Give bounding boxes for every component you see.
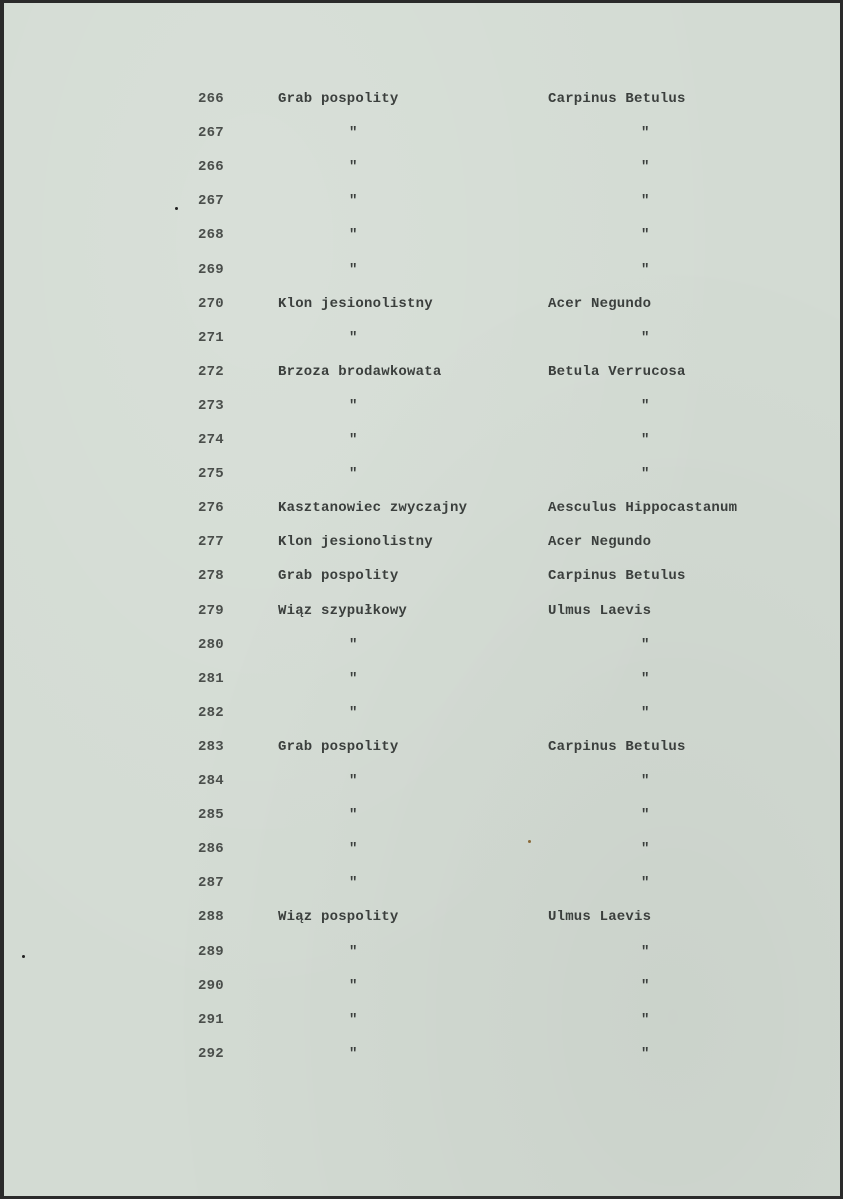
list-row <box>4 772 840 800</box>
list-row <box>4 499 840 527</box>
list-row <box>4 738 840 766</box>
list-row <box>4 431 840 459</box>
list-row <box>4 295 840 323</box>
ditto-mark: " <box>349 670 358 687</box>
row-number: 279 <box>198 602 224 619</box>
list-row <box>4 943 840 971</box>
ditto-mark: " <box>349 773 358 789</box>
latin-name: Carpinus Betulus <box>548 91 686 107</box>
row-number: 285 <box>198 807 224 824</box>
row-number: 276 <box>198 500 224 517</box>
ditto-mark: " <box>641 1045 650 1062</box>
row-number: 273 <box>198 397 224 414</box>
list-row <box>4 636 840 664</box>
latin-name: Carpinus Betulus <box>548 738 686 755</box>
ditto-mark: " <box>641 1011 650 1028</box>
ditto-mark: " <box>641 807 650 824</box>
row-number: 278 <box>198 568 224 585</box>
list-row <box>4 363 840 391</box>
list-row <box>4 261 840 289</box>
polish-name: Klon jesionolistny <box>278 534 433 551</box>
row-number: 272 <box>198 363 224 380</box>
list-row <box>4 670 840 698</box>
list-row <box>4 840 840 868</box>
list-row <box>4 704 840 732</box>
list-row <box>4 158 840 186</box>
ditto-mark: " <box>641 943 650 960</box>
ditto-mark: " <box>349 636 358 653</box>
row-number: 266 <box>198 159 224 176</box>
polish-name: Grab pospolity <box>278 568 399 585</box>
row-number: 291 <box>198 1011 224 1028</box>
ditto-mark: " <box>349 1045 358 1062</box>
ditto-mark: " <box>641 397 650 414</box>
row-number: 274 <box>198 432 224 448</box>
ditto-mark: " <box>349 159 358 176</box>
row-number: 287 <box>198 875 224 892</box>
row-number: 269 <box>198 261 224 278</box>
polish-name: Grab pospolity <box>278 91 399 107</box>
ditto-mark: " <box>641 704 650 721</box>
list-row <box>4 192 840 220</box>
row-number: 283 <box>198 738 224 755</box>
ditto-mark: " <box>349 1011 358 1028</box>
row-number: 284 <box>198 773 224 789</box>
ditto-mark: " <box>349 329 358 346</box>
row-number: 268 <box>198 227 224 244</box>
polish-name: Kasztanowiec zwyczajny <box>278 500 468 517</box>
row-number: 286 <box>198 841 224 858</box>
document-page <box>4 3 840 1196</box>
ditto-mark: " <box>349 704 358 721</box>
row-number: 281 <box>198 670 224 687</box>
latin-name: Acer Negundo <box>548 534 652 551</box>
list-row <box>4 329 840 357</box>
list-row <box>4 1011 840 1039</box>
polish-name: Brzoza brodawkowata <box>278 363 442 380</box>
list-row <box>4 90 840 118</box>
list-row <box>4 533 840 561</box>
ditto-mark: " <box>641 636 650 653</box>
paper-speck <box>528 840 531 843</box>
row-number: 282 <box>198 704 224 721</box>
row-number: 271 <box>198 329 224 346</box>
ditto-mark: " <box>641 193 650 210</box>
ditto-mark: " <box>641 670 650 687</box>
row-number: 288 <box>198 909 224 926</box>
list-row <box>4 874 840 902</box>
polish-name: Wiąz szypułkowy <box>278 602 408 619</box>
polish-name: Wiąz pospolity <box>278 909 399 926</box>
ditto-mark: " <box>641 125 650 142</box>
row-number: 267 <box>198 193 224 210</box>
list-row <box>4 567 840 595</box>
row-number: 275 <box>198 466 224 483</box>
list-row <box>4 124 840 152</box>
polish-name: Grab pospolity <box>278 738 399 755</box>
row-number: 289 <box>198 943 224 960</box>
ditto-mark: " <box>349 125 358 142</box>
list-row <box>4 226 840 254</box>
ditto-mark: " <box>349 227 358 244</box>
ditto-mark: " <box>641 773 650 789</box>
ditto-mark: " <box>349 466 358 483</box>
latin-name: Acer Negundo <box>548 295 652 312</box>
ditto-mark: " <box>641 875 650 892</box>
ditto-mark: " <box>641 261 650 278</box>
ditto-mark: " <box>641 432 650 448</box>
list-row <box>4 397 840 425</box>
list-row <box>4 908 840 936</box>
ditto-mark: " <box>349 397 358 414</box>
row-number: 270 <box>198 295 224 312</box>
ditto-mark: " <box>349 875 358 892</box>
ditto-mark: " <box>641 977 650 994</box>
latin-name: Aesculus Hippocastanum <box>548 500 738 517</box>
ditto-mark: " <box>349 261 358 278</box>
ditto-mark: " <box>349 432 358 448</box>
ditto-mark: " <box>641 159 650 176</box>
row-number: 292 <box>198 1045 224 1062</box>
ditto-mark: " <box>641 227 650 244</box>
ditto-mark: " <box>349 977 358 994</box>
list-row <box>4 806 840 834</box>
list-row <box>4 1045 840 1073</box>
latin-name: Betula Verrucosa <box>548 363 686 380</box>
ditto-mark: " <box>641 466 650 483</box>
paper-speck <box>22 955 25 958</box>
latin-name: Carpinus Betulus <box>548 568 686 585</box>
ditto-mark: " <box>349 193 358 210</box>
row-number: 280 <box>198 636 224 653</box>
list-row <box>4 602 840 630</box>
latin-name: Ulmus Laevis <box>548 602 652 619</box>
row-number: 290 <box>198 977 224 994</box>
row-number: 267 <box>198 125 224 142</box>
ditto-mark: " <box>349 841 358 858</box>
paper-speck <box>175 207 178 210</box>
row-number: 266 <box>198 91 224 107</box>
row-number: 277 <box>198 534 224 551</box>
polish-name: Klon jesionolistny <box>278 295 433 312</box>
ditto-mark: " <box>349 807 358 824</box>
ditto-mark: " <box>349 943 358 960</box>
ditto-mark: " <box>641 841 650 858</box>
latin-name: Ulmus Laevis <box>548 909 652 926</box>
list-row <box>4 465 840 493</box>
ditto-mark: " <box>641 329 650 346</box>
list-row <box>4 977 840 1005</box>
